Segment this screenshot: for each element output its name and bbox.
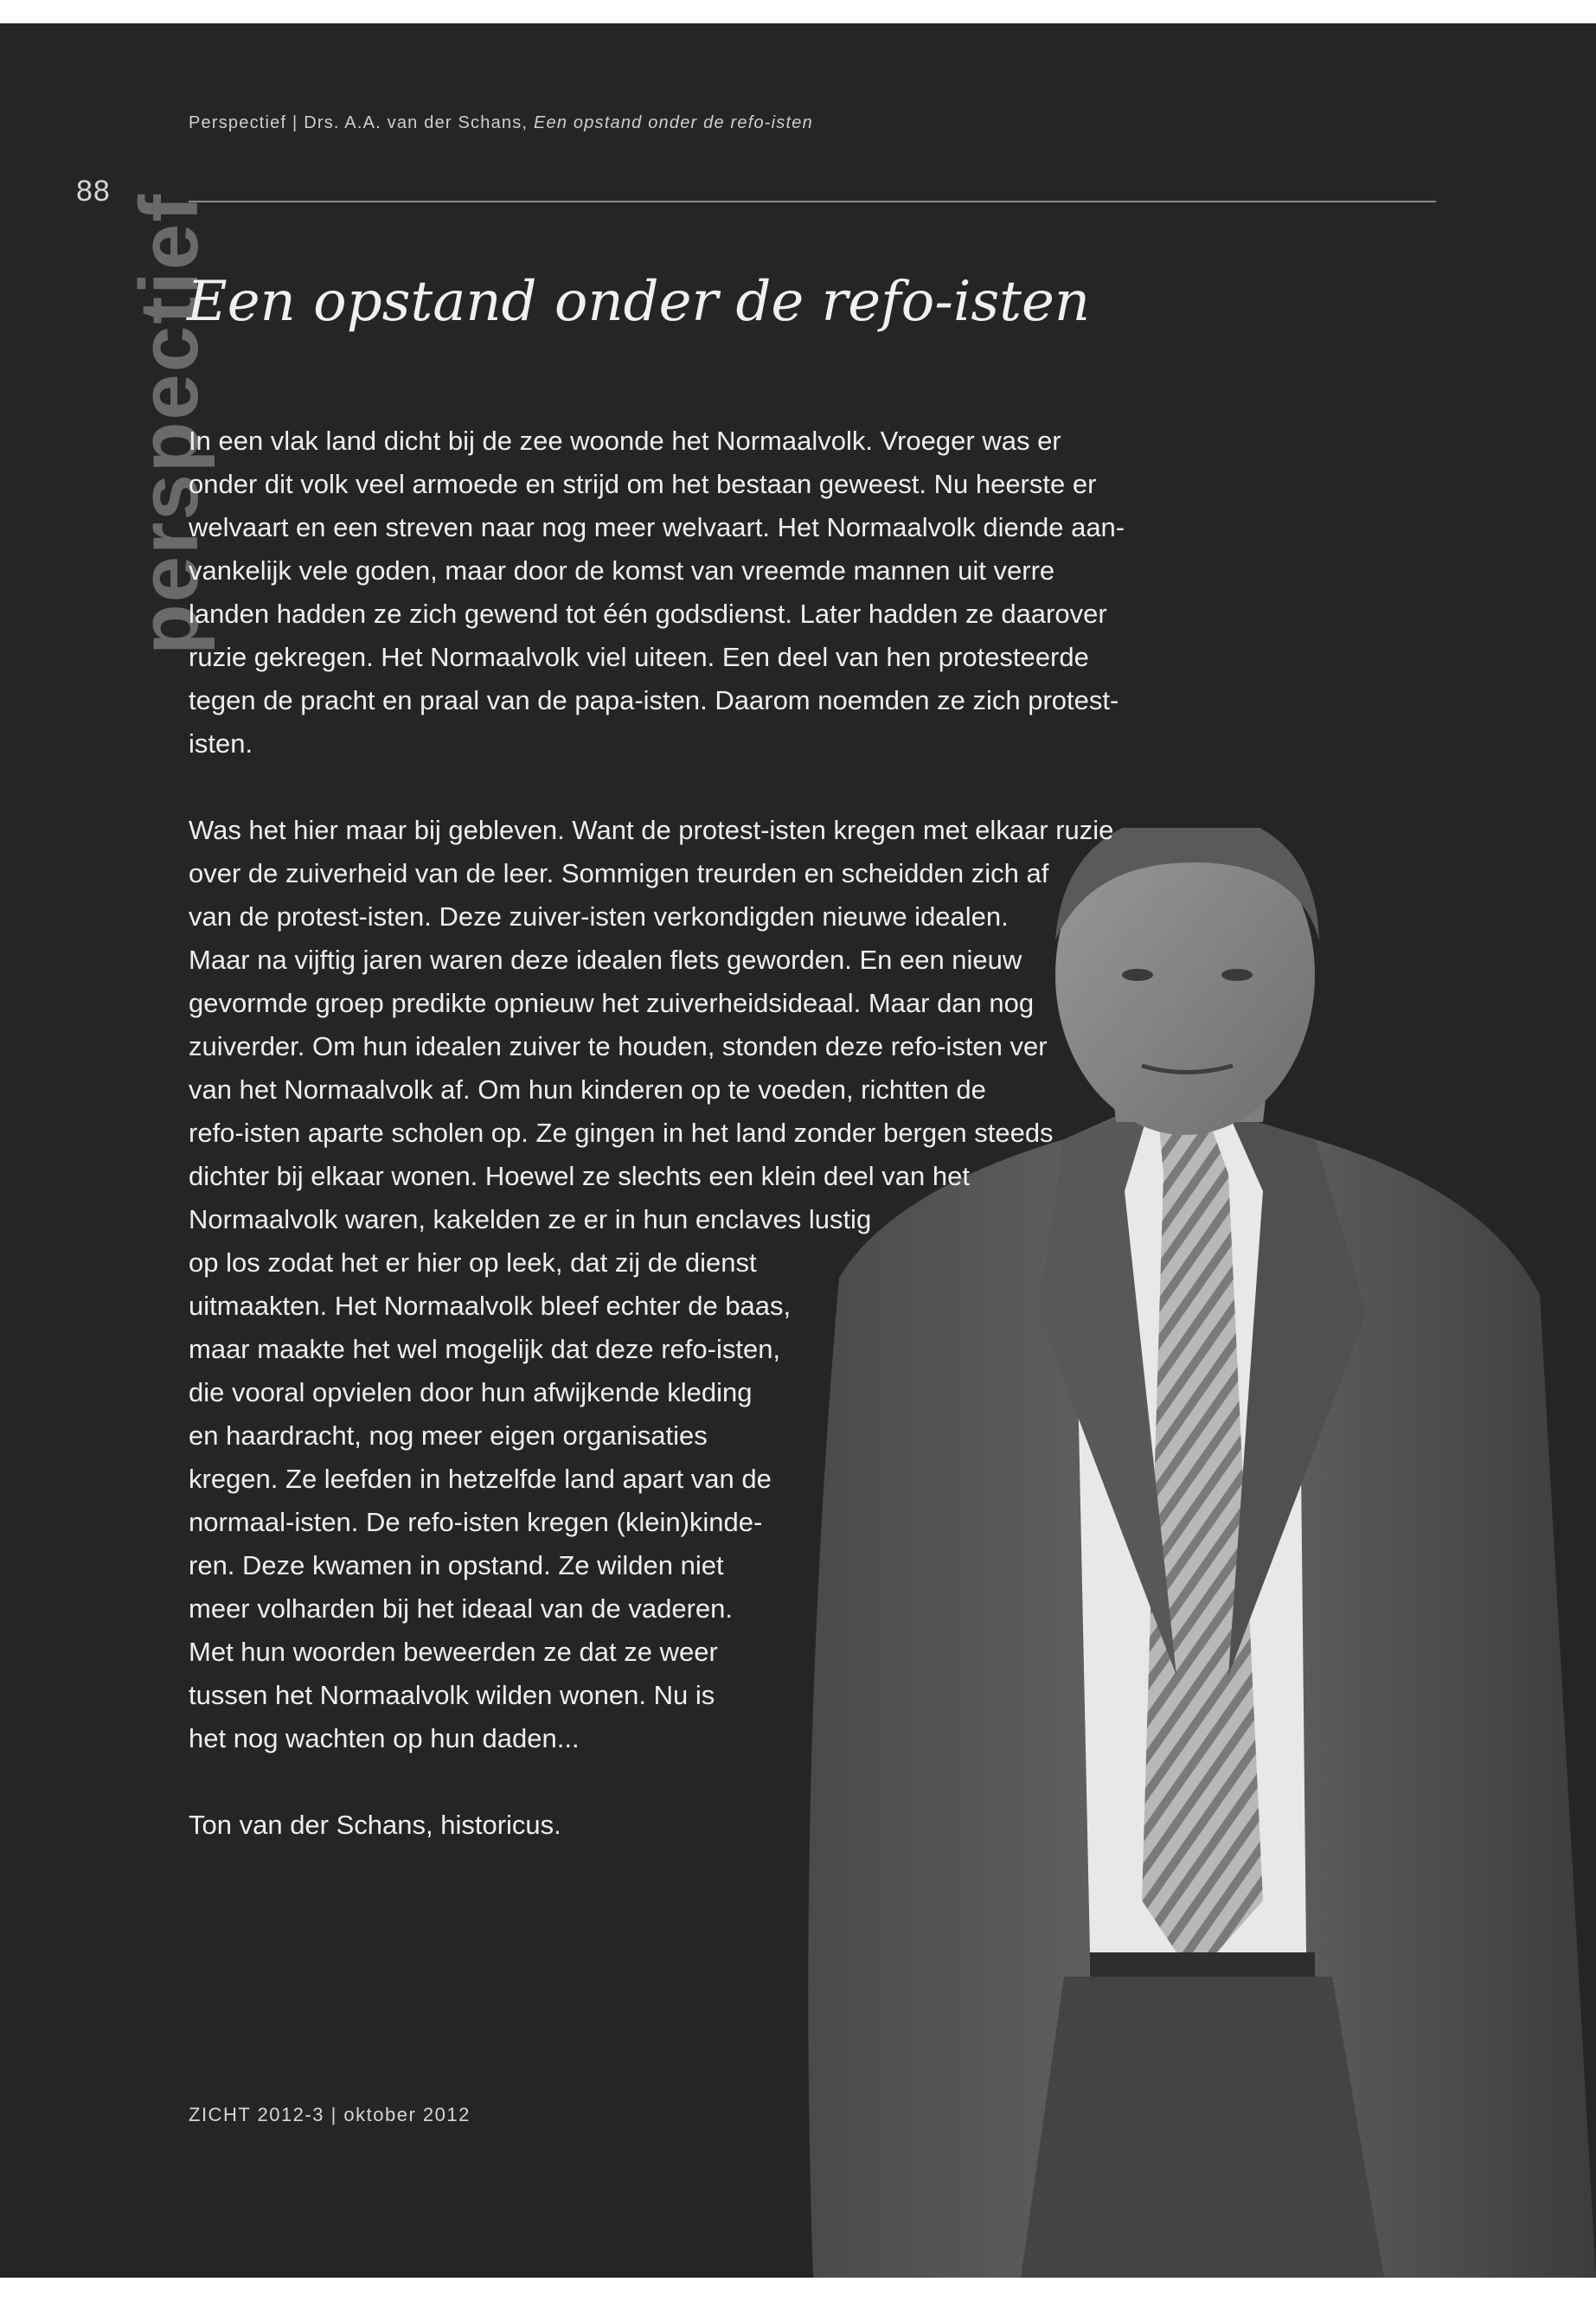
paragraph-line: over de zuiverheid van de leer. Sommigen treurden en scheidden zich af xyxy=(189,858,1049,888)
running-head xyxy=(189,113,813,133)
running-head-journal: Perspectief xyxy=(189,113,287,132)
paragraph-line: refo-isten aparte scholen op. Ze gingen in het land zonder bergen steeds xyxy=(189,1118,1054,1148)
paragraph-line: Normaalvolk waren, kakelden ze er in hun enclaves lustig xyxy=(189,1204,872,1234)
paragraph-line: die vooral opvielen door hun afwijkende kleding xyxy=(189,1377,753,1407)
paragraph-line: vankelijk vele goden, maar door de komst van vreemde mannen uit verre xyxy=(189,555,1055,586)
running-head-author: Drs. A.A. van der Schans, xyxy=(304,113,529,132)
paragraph-line: meer volharden bij het ideaal van de vaderen. xyxy=(189,1593,734,1624)
paragraph-line: zuiverder. Om hun idealen zuiver te houden, stonden deze refo-isten ver xyxy=(189,1031,1048,1061)
section-label: perspectief xyxy=(123,192,215,655)
paragraph-line: Was het hier maar bij gebleven. Want de protest-isten kregen met elkaar ruzie xyxy=(189,815,1114,845)
magazine-page xyxy=(0,23,1596,2278)
paragraph-line: op los zodat het er hier op leek, dat zij de dienst xyxy=(189,1247,757,1278)
paragraph-line: kregen. Ze leefden in hetzelfde land apart van de xyxy=(189,1464,772,1494)
paragraph-line: normaal-isten. De refo-isten kregen (klein)kinde- xyxy=(189,1507,763,1537)
paragraph-line: Met hun woorden beweerden ze dat ze weer xyxy=(189,1637,718,1667)
author-signature: Ton van der Schans, historicus. xyxy=(189,1810,561,1840)
page-number: 88 xyxy=(76,175,111,208)
article-title: Een opstand onder de refo-isten xyxy=(187,270,1091,334)
paragraph-line: Maar na vijftig jaren waren deze idealen flets geworden. En een nieuw xyxy=(189,945,1022,975)
paragraph-2 xyxy=(189,809,1227,1760)
paragraph-line: dichter bij elkaar wonen. Hoewel ze slechts een klein deel van het xyxy=(189,1161,970,1191)
paragraph-line: uitmaakten. Het Normaalvolk bleef echter de baas, xyxy=(189,1291,792,1321)
paragraph-line: ruzie gekregen. Het Normaalvolk viel uiteen. Een deel van hen protesteerde xyxy=(189,642,1089,672)
trousers-shape xyxy=(1021,1977,1384,2278)
running-head-separator: | xyxy=(292,113,298,132)
paragraph-line: van de protest-isten. Deze zuiver-isten verkondigden nieuwe idealen. xyxy=(189,901,1009,932)
paragraph-line: van het Normaalvolk af. Om hun kinderen op te voeden, richtten de xyxy=(189,1074,986,1105)
paragraph-line: gevormde groep predikte opnieuw het zuiverheidsideaal. Maar dan nog xyxy=(189,988,1035,1018)
paragraph-line: welvaart en een streven naar nog meer welvaart. Het Normaalvolk diende aan- xyxy=(189,512,1125,542)
paragraph-gap xyxy=(189,1760,1227,1804)
paragraph-line: ren. Deze kwamen in opstand. Ze wilden niet xyxy=(189,1550,724,1580)
paragraph-line: en haardracht, nog meer eigen organisaties xyxy=(189,1420,708,1451)
running-head-article-title: Een opstand onder de refo-isten xyxy=(533,113,813,132)
paragraph-line: tegen de pracht en praal van de papa-isten. Daarom noemden ze zich protest- xyxy=(189,685,1119,715)
paragraph-line: onder dit volk veel armoede en strijd om het bestaan geweest. Nu heerste er xyxy=(189,469,1097,499)
paragraph-line: landen hadden ze zich gewend tot één godsdienst. Later hadden ze daarover xyxy=(189,599,1107,629)
paragraph-1 xyxy=(189,420,1227,766)
paragraph-line: tussen het Normaalvolk wilden wonen. Nu is xyxy=(189,1680,715,1710)
paragraph-gap xyxy=(189,766,1227,809)
page-footer: ZICHT 2012-3 | oktober 2012 xyxy=(189,2104,471,2125)
paragraph-line: isten. xyxy=(189,728,253,759)
article-body xyxy=(189,420,1227,1847)
paragraph-line: maar maakte het wel mogelijk dat deze refo-isten, xyxy=(189,1334,781,1364)
header-rule xyxy=(189,201,1436,202)
paragraph-line: In een vlak land dicht bij de zee woonde het Normaalvolk. Vroeger was er xyxy=(189,426,1061,456)
belt-shape xyxy=(1090,1952,1315,1977)
paragraph-line: het nog wachten op hun daden... xyxy=(189,1723,580,1753)
